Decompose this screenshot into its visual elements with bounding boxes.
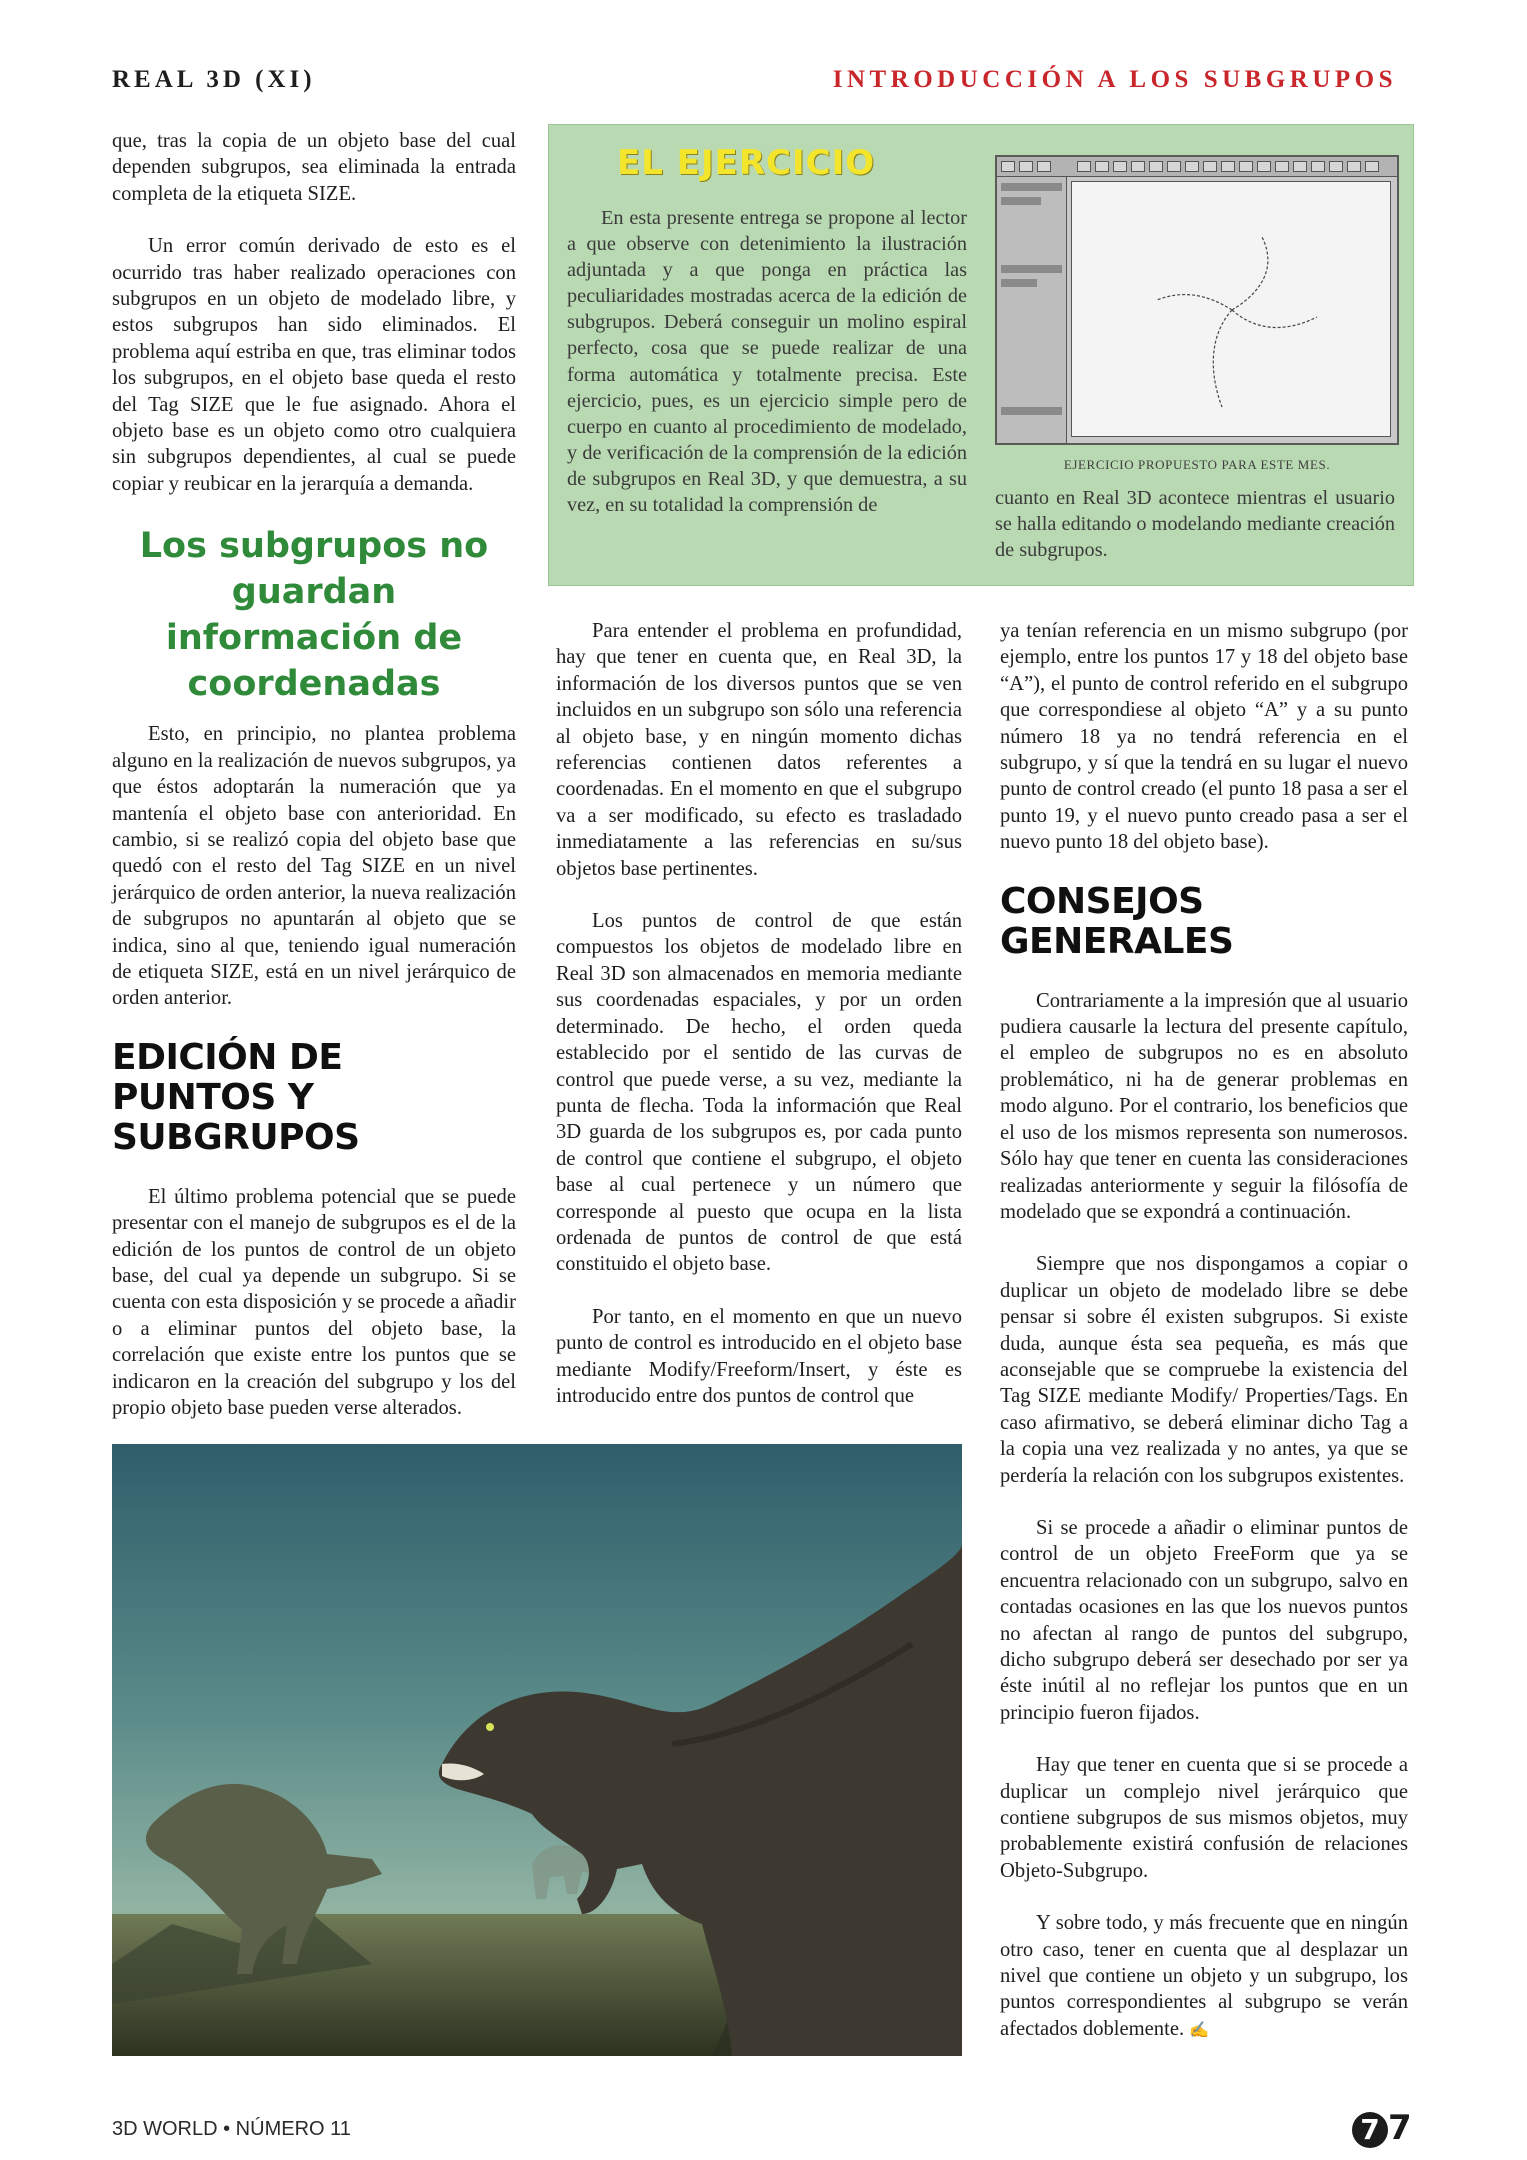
col1-paragraph-4: El último problema potencial que se puede presentar con el manejo de subgrupos es el de la edición de los puntos de control de un objeto base, del cual ya depende un subgrupo. Si se cuenta con esta disposición y se procede a añadir o a eliminar puntos del objeto base, la correlación que existe entre los puntos que se indicaron en la creación del subgrupo y los del propio objeto base pueden verse alterados. — [112, 1185, 516, 1419]
toolbar-button — [1221, 161, 1235, 172]
dinosaur-illustration — [112, 1444, 962, 2056]
section-heading-subgrupos: Los subgrupos no guardan información de coordenadas — [139, 526, 489, 705]
toolbar-button — [1149, 161, 1163, 172]
toolbar-button — [1311, 161, 1325, 172]
column-2 — [556, 618, 962, 1435]
exercise-screenshot — [995, 155, 1399, 445]
col2-paragraph-2: Los puntos de control de que están compuestos los objetos de modelado libre en Real 3D son almacenados en memoria mediante sus coordenadas espaciales, y por un orden determinado. De hecho, el orden queda establecido por el sentido de las curvas de control que puede verse, a su vez, mediante la punta de flecha. Toda la información que Real 3D guarda de los subgrupos es, por cada punto de control que contiene el subgrupo, el objeto base al cual pertenece y un número que corresponde al puesto que ocupa en la lista ordenada de puntos de control de que está constituido el objeto base. — [556, 910, 962, 1276]
toolbar-button — [1167, 161, 1181, 172]
toolbar-button — [1095, 161, 1109, 172]
screenshot-sidebar — [997, 177, 1067, 443]
section-heading-edicion: EDICIÓN DE PUNTOS Y SUBGRUPOS — [112, 1036, 360, 1158]
page-number-second-digit: 7 — [1388, 2108, 1412, 2148]
col2-paragraph-1: Para entender el problema en profundidad, hay que tener en cuenta que, en Real 3D, la información de los diversos puntos que se ven incluidos en un subgrupo son sólo una referencia al objeto base, y en ningún momento dichas referencias contienen datos referentes a coordenadas. En el momento en que el subgrupo va a ser modificado, su efecto es trasladado inmediatamente a las referencias en su/sus objetos base pertinentes. — [556, 620, 962, 880]
running-header-left: REAL 3D (XI) — [112, 66, 316, 93]
column-3 — [1000, 618, 1408, 2070]
col3-paragraph-2: Contrariamente a la impresión que al usuario pudiera causarle la lectura del presente capítulo, el empleo de subgrupos no es en absoluto problemático, ni ha de generar problemas en modo alguno. Por el contrario, los beneficios que el uso de los mismos representa son numerosos. Sólo hay que tener en cuenta las consideraciones realizadas anteriormente y seguir la filósofía de modelado que se expondrá a continuación. — [1000, 989, 1408, 1223]
col1-paragraph-1: que, tras la copia de un objeto base del cual dependen subgrupos, sea eliminada la entrada completa de la etiqueta SIZE. — [112, 130, 516, 205]
col3-paragraph-1: ya tenían referencia en un mismo subgrupo (por ejemplo, entre los puntos 17 y 18 del objeto base “A”), el punto de control referido en el subgrupo que correspondiese al objeto “A” y a su punto número 18 ya no tendrá referencia en el subgrupo, y sí que la tendrá en su lugar el nuevo punto de control creado (el punto 18 pasa a ser el punto 19, y el nuevo punto creado pasa a ser el nuevo punto 18 del objeto base). — [1000, 620, 1408, 854]
toolbar-button — [1037, 161, 1051, 172]
toolbar-button — [1239, 161, 1253, 172]
toolbar-button — [1185, 161, 1199, 172]
col3-paragraph-5: Hay que tener en cuenta que si se procede a duplicar un complejo nivel jerárquico que contiene subgrupos de sus mismos objetos, muy probablemente existirá confusión de relaciones Objeto-Subgrupo. — [1000, 1754, 1408, 1882]
toolbar-button — [1275, 161, 1289, 172]
section-heading-consejos: CONSEJOS GENERALES — [1000, 880, 1234, 962]
column-1 — [112, 128, 516, 1447]
toolbar-button — [1347, 161, 1361, 172]
screenshot-viewport — [1071, 181, 1391, 437]
running-header-right: INTRODUCCIÓN A LOS SUBGRUPOS — [832, 66, 1397, 93]
col3-paragraph-6-text: Y sobre todo, y más frecuente que en ningún otro caso, tener en cuenta que al desplazar un nivel que contiene un objeto y un subgrupo, los puntos correspondientes al subgrupo se verán afectados doblemente. — [1000, 1912, 1408, 2040]
col3-paragraph-3: Siempre que nos dispongamos a copiar o duplicar un objeto de modelado libre se debe pensar si sobre él existen subgrupos. Si existe duda, aunque ésta sea pequeña, es más que aconsejable que se compruebe la existencia del Tag SIZE mediante Modify/ Properties/Tags. En caso afirmativo, se deberá eliminar dicho Tag a la copia una vez realizada y no antes, ya que se perdería la relación con los subgrupos existentes. — [1000, 1253, 1408, 1487]
dinosaur-scene — [112, 1444, 962, 2056]
screenshot-toolbar — [997, 157, 1397, 177]
exercise-box — [548, 124, 1414, 586]
col3-paragraph-4: Si se procede a añadir o eliminar puntos de control de un objeto FreeForm que ya se encuentra relacionado con un subgrupo, salvo en contadas ocasiones en las que los nuevos puntos no afectan al rango de puntos del subgrupo, dicho subgrupo deberá ser desechado por ser ya éste inútil al no reflejar los puntos que en un principio fueron fijados. — [1000, 1516, 1408, 1724]
toolbar-button — [1113, 161, 1127, 172]
spiral-windmill-drawing — [1072, 182, 1390, 438]
page-number — [1352, 2108, 1412, 2148]
toolbar-button — [1365, 161, 1379, 172]
toolbar-button — [1257, 161, 1271, 172]
footer-magazine: 3D WORLD • NÚMERO 11 — [112, 2118, 351, 2140]
toolbar-button — [1329, 161, 1343, 172]
toolbar-button — [1019, 161, 1033, 172]
exercise-title: EL EJERCICIO — [617, 143, 876, 183]
toolbar-button — [1203, 161, 1217, 172]
col3-paragraph-6 — [1000, 1910, 1408, 2044]
page-number-first-digit: 7 — [1352, 2112, 1388, 2148]
exercise-text-continued: cuanto en Real 3D acontece mientras el usuario se halla editando o modelando mediante creación de subgrupos. — [995, 487, 1395, 562]
col1-paragraph-3: Esto, en principio, no plantea problema alguno en la realización de nuevos subgrupos, ya que éstos adoptarán la numeración que ya mantenía el objeto base con anterioridad. En cambio, si se realizó copia del objeto base que quedó con el resto del Tag SIZE en un nivel jerárquico de orden anterior, la nueva realización de subgrupos no apuntarán al objeto que se indica, sino al que, teniendo igual numeración de etiqueta SIZE, está en un nivel jerárquico de orden anterior. — [112, 723, 516, 1010]
toolbar-button — [1077, 161, 1091, 172]
col2-paragraph-3: Por tanto, en el momento en que un nuevo punto de control es introducido en el objeto base mediante Modify/Freeform/Insert, y éste es introducido entre dos puntos de control que — [556, 1305, 962, 1407]
toolbar-button — [1293, 161, 1307, 172]
exercise-text: En esta presente entrega se propone al lector a que observe con detenimiento la ilustración adjuntada y a que ponga en práctica las peculiaridades mostradas acerca de la edición de subgrupos. Deberá conseguir un molino espiral perfecto, cosa que se puede realizar de una forma automática y totalmente precisa. Este ejercicio, pues, es un ejercicio simple pero de cuerpo en cuanto al procedimiento de modelado, y de verificación de la comprensión de la edición de subgrupos en Real 3D, y que demuestra, a su vez, en su totalidad la comprensión de — [567, 207, 967, 517]
end-of-article-icon: ✍ — [1189, 2021, 1210, 2039]
toolbar-button — [1001, 161, 1015, 172]
col1-paragraph-2: Un error común derivado de esto es el ocurrido tras haber realizado operaciones con subgrupos en un objeto de modelado libre, y estos subgrupos han sido eliminados. El problema aquí estriba en que, tras eliminar todos los subgrupos, en el objeto base queda el resto del Tag SIZE que le fue asignado. Ahora el objeto base es un objeto como otro cualquiera sin subgrupos dependientes, al cual se puede copiar y reubicar en la jerarquía a demanda. — [112, 235, 516, 495]
screenshot-caption: EJERCICIO PROPUESTO PARA ESTE MES. — [1063, 457, 1331, 472]
toolbar-button — [1131, 161, 1145, 172]
